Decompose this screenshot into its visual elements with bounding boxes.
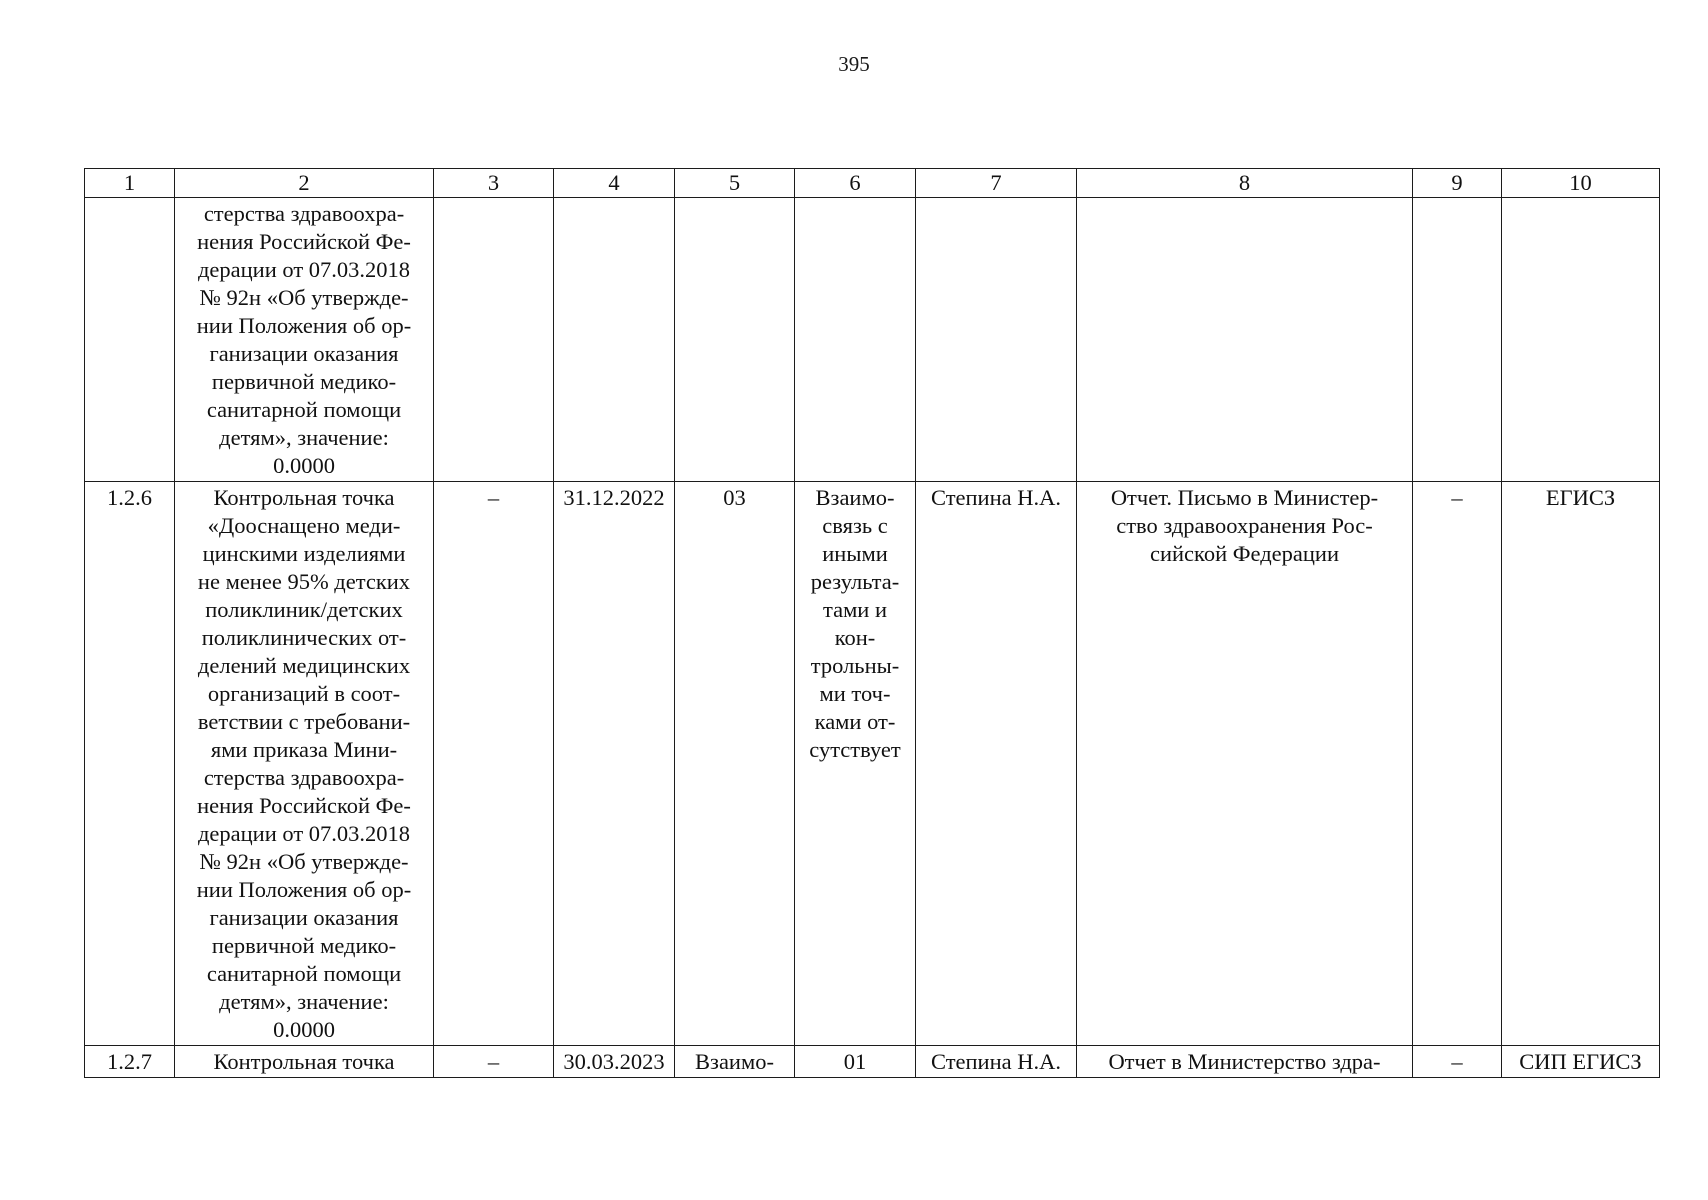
column-header: 6 <box>795 169 916 198</box>
column-header: 5 <box>675 169 795 198</box>
table-cell-system: ЕГИСЗ <box>1502 482 1660 1046</box>
table-cell-system: СИП ЕГИСЗ <box>1502 1046 1660 1078</box>
table-cell: Взаимо- связь с иными результа- тами и кон- трольны- ми точ- ками от- сутствует <box>795 482 916 1046</box>
table-cell <box>1413 198 1502 482</box>
table-cell-number: 1.2.6 <box>85 482 175 1046</box>
column-header: 3 <box>434 169 554 198</box>
table-cell <box>554 198 675 482</box>
table-cell-date: 30.03.2023 <box>554 1046 675 1078</box>
column-header: 1 <box>85 169 175 198</box>
table-cell: – <box>434 482 554 1046</box>
description-text: стерства здравоохра- нения Российской Фе- дерации от 07.03.2018 № 92н «Об утвержде- нии Положения об ор- ганизации оказания первичной медико- санитарной помощи детям», значение: 0.0000 <box>196 201 412 478</box>
column-header: 4 <box>554 169 675 198</box>
table-cell-description <box>175 198 434 482</box>
table-cell <box>795 198 916 482</box>
column-header: 9 <box>1413 169 1502 198</box>
table-cell: 03 <box>675 482 795 1046</box>
header-row <box>85 169 1660 198</box>
table-cell-description <box>175 1046 434 1078</box>
table-cell: 01 <box>795 1046 916 1078</box>
description-text: Контрольная точка «Дооснащено меди- цинскими изделиями не менее 95% детских поликлиник/детских поликлинических от- делений медицинских организаций в соот- ветствии с требовани- ями приказа Мини- стерства здравоохра- нения Российской Фе- дерации от 07.03.2018 № 92н «Об утвержде- нии Положения об ор- ганизации оказания первичной медико- санитарной помощи детям», значение: 0.0000 <box>196 485 412 1042</box>
column-header: 10 <box>1502 169 1660 198</box>
column-header: 2 <box>175 169 434 198</box>
table-cell-number: 1.2.7 <box>85 1046 175 1078</box>
table-cell-responsible: Степина Н.А. <box>916 1046 1077 1078</box>
table-cell: – <box>434 1046 554 1078</box>
table-cell: – <box>1413 1046 1502 1078</box>
table-cell: – <box>1413 482 1502 1046</box>
table-cell <box>675 198 795 482</box>
description-text: Контрольная точка <box>213 1049 395 1074</box>
table-cell <box>1502 198 1660 482</box>
control-points-table <box>84 168 1660 1078</box>
table-cell: Взаимо- <box>675 1046 795 1078</box>
table-cell <box>434 198 554 482</box>
table-cell <box>85 198 175 482</box>
table-cell-document: Отчет. Письмо в Министер- ство здравоохранения Рос- сийской Федерации <box>1077 482 1413 1046</box>
column-header: 7 <box>916 169 1077 198</box>
table-cell-date: 31.12.2022 <box>554 482 675 1046</box>
table-cell-description <box>175 482 434 1046</box>
page-number: 395 <box>838 52 870 76</box>
table-cell-responsible: Степина Н.А. <box>916 482 1077 1046</box>
table-cell-document: Отчет в Министерство здра- <box>1077 1046 1413 1078</box>
table-cell <box>1077 198 1413 482</box>
column-header: 8 <box>1077 169 1413 198</box>
table-row <box>85 482 1660 1046</box>
table-cell <box>916 198 1077 482</box>
table-row-continuation <box>85 198 1660 482</box>
table-row <box>85 1046 1660 1078</box>
